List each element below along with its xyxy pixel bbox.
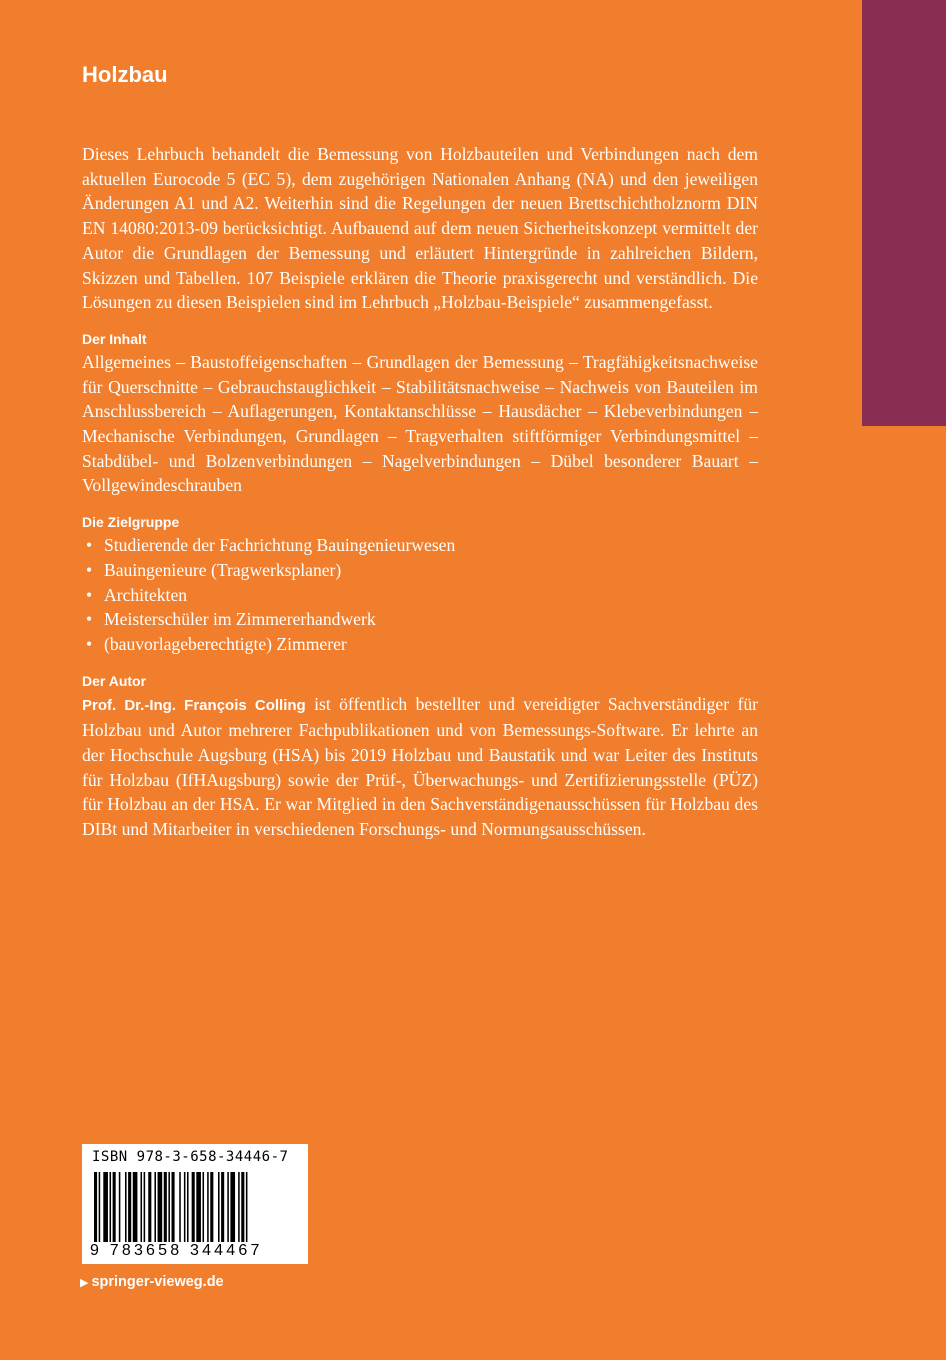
barcode-bar — [227, 1172, 229, 1242]
back-cover-text — [82, 142, 758, 842]
barcode-bar — [196, 1172, 201, 1242]
website-label: springer-vieweg.de — [91, 1274, 224, 1290]
list-item: • (bauvorlageberechtigte) Zimmerer — [82, 632, 758, 657]
barcode-bar — [125, 1172, 127, 1242]
barcode-bar — [113, 1172, 116, 1242]
author-name: Prof. Dr.-Ing. François Colling — [82, 696, 306, 714]
barcode-bar — [210, 1172, 213, 1242]
barcode-bar — [203, 1172, 205, 1242]
barcode-bar — [154, 1172, 156, 1242]
barcode-bar — [99, 1172, 101, 1242]
book-title: Holzbau — [82, 62, 168, 87]
arrow-right-icon: ▶ — [80, 1277, 89, 1289]
list-item: • Bauingenieure (Tragwerksplaner) — [82, 558, 758, 583]
publisher-website — [80, 1274, 224, 1290]
barcode-bar — [110, 1172, 112, 1242]
barcode-bar — [179, 1172, 181, 1242]
isbn-barcode — [82, 1144, 308, 1264]
barcode-bar — [119, 1172, 121, 1242]
barcode-digits: 9 783658 344467 — [90, 1242, 263, 1259]
barcode-bar — [207, 1172, 209, 1242]
barcode-bar — [103, 1172, 108, 1242]
barcode-bars — [94, 1172, 298, 1242]
barcode-bar — [221, 1172, 224, 1242]
author-bio: ist öffentlich bestellter und vereidigter Sachverständiger für Holzbau und Autor mehrerer Fachpublikationen und von Bemessungs-Software. Er lehrte an der Hochschule Augsburg (HSA) bis 2019 Holzbau und Baustatik und war Leiter des Instituts für Holzbau (IfHAugsburg) sowie der Prüf-, Überwachungs- und Zertifizierungsstelle (PÜZ) für Holzbau an der HSA. Er war Mitglied in den Sachverständigenausschüssen für Holzbau des DIBt und Mitarbeiter in verschiedenen Forschungs- und Normungsausschüssen. — [82, 693, 758, 840]
barcode-bar — [144, 1172, 146, 1242]
barcode-bar — [238, 1172, 240, 1242]
barcode-bar — [187, 1172, 189, 1242]
section-inhalt — [82, 328, 758, 498]
intro-paragraph: Dieses Lehrbuch behandelt die Bemessung von Holzbauteilen und Verbindungen nach dem aktuellen Eurocode 5 (EC 5), dem zugehörigen Nationalen Anhang (NA) und den jeweiligen Änderungen A1 und A2. Weiterhin sind die Regelungen der neuen Brettschichtholznorm DIN EN 14080:2013-09 berücksichtigt. Aufbauend auf dem neuen Sicherheitskonzept vermittelt der Autor die Grundlagen der Bemessung und erläutert Hintergründe in zahlreichen Bildern, Skizzen und Tabellen. 107 Beispiele erklären die Theorie praxisgerecht und verständlich. Die Lösungen zu diesen Beispielen sind im Lehrbuch „Holzbau-Beispiele“ zusammengefasst. — [82, 144, 758, 313]
barcode-bar — [192, 1172, 195, 1242]
barcode-bar — [241, 1172, 244, 1242]
list-item: • Studierende der Fachrichtung Bauingenieurwesen — [82, 533, 758, 558]
section-zielgruppe — [82, 511, 758, 657]
barcode-bar — [141, 1172, 143, 1242]
barcode-bar — [164, 1172, 167, 1242]
inhalt-heading: Der Inhalt — [82, 330, 147, 347]
list-item: • Architekten — [82, 583, 758, 608]
barcode-bar — [158, 1172, 163, 1242]
isbn-label: ISBN 978-3-658-34446-7 — [92, 1149, 289, 1165]
barcode-bar — [168, 1172, 170, 1242]
barcode-bar — [148, 1172, 151, 1242]
zielgruppe-heading: Die Zielgruppe — [82, 514, 180, 531]
inhalt-text: Allgemeines – Baustoffeigenschaften – Grundlagen der Bemessung – Tragfähigkeitsnachweise für Querschnitte – Gebrauchstauglichkeit – Stabilitätsnachweise – Nachweis von Bauteilen im Anschlussbereich – Auflagerungen, Kontaktanschlüsse – Hausdächer – Klebeverbindungen – Mechanische Verbindungen, Grundlagen – Tragverhalten stiftförmiger Verbindungsmittel – Stabdübel- und Bolzenverbindungen – Nagelverbindungen – Dübel besonderer Bauart – Vollgewindeschrauben — [82, 351, 758, 496]
barcode-bar — [230, 1172, 235, 1242]
barcode-bar — [172, 1172, 175, 1242]
barcode-bar — [128, 1172, 131, 1242]
barcode-bar — [218, 1172, 220, 1242]
barcode-bar — [246, 1172, 248, 1242]
list-item: • Meisterschüler im Zimmererhandwerk — [82, 607, 758, 632]
barcode-bar — [133, 1172, 138, 1242]
decorative-band — [862, 0, 946, 426]
autor-heading: Der Autor — [82, 672, 147, 689]
autor-text — [82, 692, 758, 842]
zielgruppe-list — [82, 533, 758, 657]
barcode-bar — [94, 1172, 97, 1242]
barcode-bar — [184, 1172, 186, 1242]
section-autor — [82, 670, 758, 842]
